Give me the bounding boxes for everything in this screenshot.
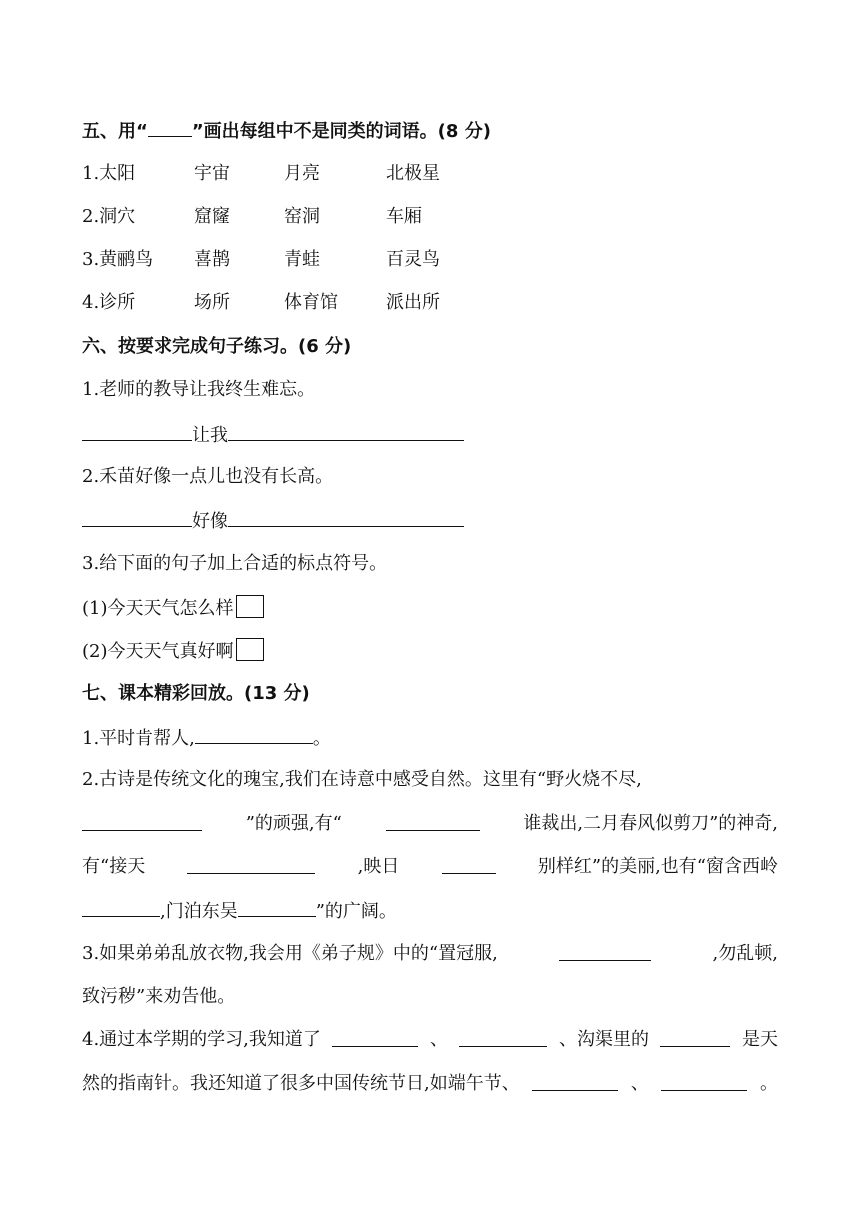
answer-blank[interactable] [661,1072,747,1091]
sentence-q3: 3.给下面的句子加上合适的标点符号。 [82,553,388,574]
recall-q4-text: 。 [759,1073,778,1094]
recall-q4-text: 、沟渠里的 [558,1029,649,1050]
word-item[interactable]: 百灵鸟 [386,249,440,270]
word-item[interactable]: 2.洞穴 [82,206,136,227]
section5-title [82,118,491,144]
word-item[interactable]: 北极星 [386,163,440,184]
section5-title-end: ”画出每组中不是同类的词语。(8 分) [191,121,491,142]
recall-q1-text: 1.平时肯帮人, [82,728,195,749]
title-underline-sample [148,118,192,137]
punctuation-box[interactable] [236,595,264,618]
recall-q2-line2 [82,812,778,836]
answer-blank[interactable] [82,422,192,441]
answer-blank[interactable] [228,422,464,441]
recall-q3-line1 [82,942,778,966]
punctuation-a-text: (1)今天天气怎么样 [82,598,234,619]
answer-blank[interactable] [187,855,315,874]
word-group-row [82,248,440,272]
word-item[interactable]: 体育馆 [284,292,338,313]
punctuation-b [82,638,264,664]
section6-title: 六、按要求完成句子练习。(6 分) [82,336,352,357]
answer-blank[interactable] [459,1028,547,1047]
recall-q2-line4 [82,898,397,924]
answer-blank[interactable] [660,1028,730,1047]
recall-q3-line2: 致污秽”来劝告他。 [82,986,236,1007]
recall-q4-text: 、 [429,1029,448,1050]
word-item[interactable]: 4.诊所 [82,292,136,313]
answer-blank[interactable] [82,898,160,917]
word-item[interactable]: 青蛙 [284,249,320,270]
recall-q4-text: 然的指南针。我还知道了很多中国传统节日,如端午节、 [82,1073,520,1094]
answer-blank[interactable] [386,812,480,831]
answer-blank[interactable] [442,855,496,874]
recall-q2-text: ”的广阔。 [315,901,397,922]
answer-blank[interactable] [195,725,313,744]
recall-q2-text: 谁裁出,二月春风似剪刀”的神奇, [523,813,778,834]
sentence-q2: 2.禾苗好像一点儿也没有长高。 [82,466,334,487]
word-item[interactable]: 派出所 [386,292,440,313]
word-group-row [82,162,440,186]
punctuation-a [82,595,264,621]
recall-q4-text: 是天 [742,1029,778,1050]
recall-q3-text: ,勿乱顿, [712,943,778,964]
recall-q2-text: 别样红”的美丽,也有“窗含西岭 [537,856,778,877]
recall-q2-text: ”的顽强,有“ [245,813,342,834]
sentence-q1-answer [82,422,464,448]
answer-blank[interactable] [238,898,316,917]
recall-q4-text: 、 [630,1073,649,1094]
word-item[interactable]: 喜鹊 [194,249,230,270]
recall-q2-text: ,门泊东吴 [160,901,238,922]
recall-q4-line1 [82,1028,778,1052]
answer-blank[interactable] [559,942,651,961]
punctuation-box[interactable] [236,638,264,661]
word-item[interactable]: 车厢 [386,206,422,227]
recall-q1 [82,725,331,751]
answer-blank[interactable] [82,508,192,527]
word-item[interactable]: 窟窿 [194,206,230,227]
section7-title: 七、课本精彩回放。(13 分) [82,683,310,704]
answer-blank[interactable] [532,1072,618,1091]
section5-title-start: 五、用“ [82,121,148,142]
recall-q1-end: 。 [312,728,331,749]
sentence-q2-answer [82,508,464,534]
answer-blank[interactable] [332,1028,418,1047]
recall-q2-text: ,映日 [357,856,400,877]
recall-q2-line3 [82,855,778,879]
word-item[interactable]: 宇宙 [194,163,230,184]
q2-fixed-word: 好像 [192,511,228,532]
recall-q2-line1: 2.古诗是传统文化的瑰宝,我们在诗意中感受自然。这里有“野火烧不尽, [82,769,642,790]
word-item[interactable]: 1.太阳 [82,163,136,184]
answer-blank[interactable] [228,508,464,527]
word-group-row [82,291,440,315]
word-group-row [82,205,422,229]
word-item[interactable]: 窑洞 [284,206,320,227]
sentence-q1: 1.老师的教导让我终生难忘。 [82,379,316,400]
answer-blank[interactable] [82,812,202,831]
word-item[interactable]: 3.黄鹂鸟 [82,249,154,270]
q1-fixed-word: 让我 [192,425,228,446]
recall-q3-text: 3.如果弟弟乱放衣物,我会用《弟子规》中的“置冠服, [82,943,498,964]
recall-q4-line2 [82,1072,778,1096]
punctuation-b-text: (2)今天天气真好啊 [82,641,234,662]
word-item[interactable]: 场所 [194,292,230,313]
recall-q4-text: 4.通过本学期的学习,我知道了 [82,1029,321,1050]
recall-q2-text: 有“接天 [82,856,146,877]
word-item[interactable]: 月亮 [284,163,320,184]
